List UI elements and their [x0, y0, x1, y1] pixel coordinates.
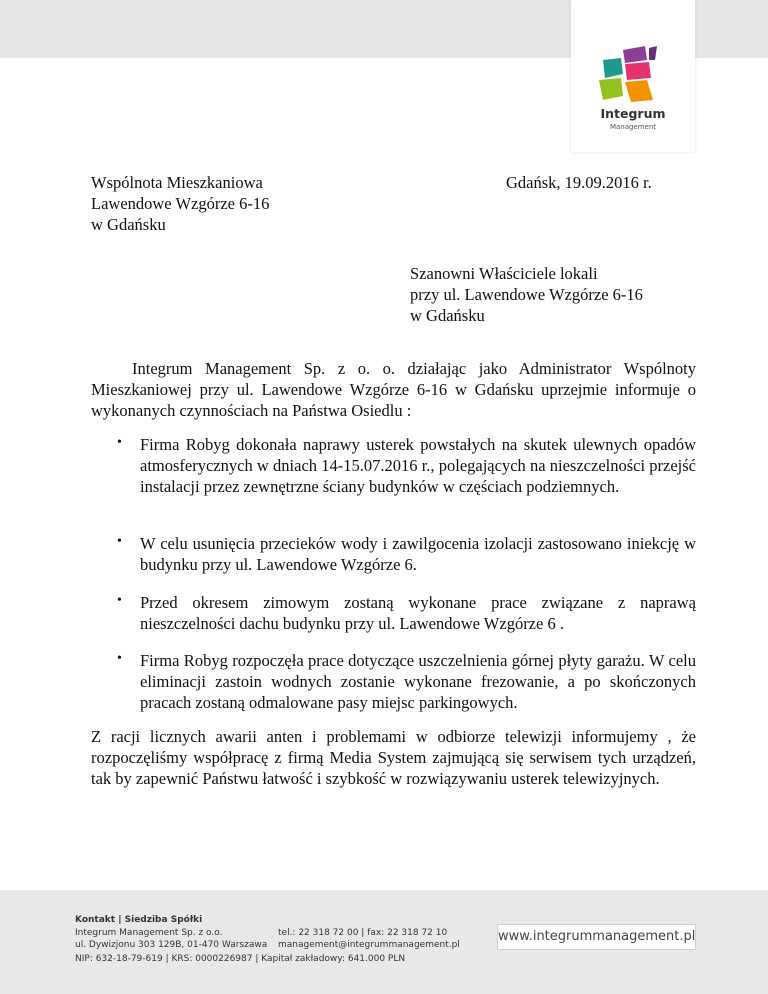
- intro-paragraph: Integrum Management Sp. z o. o. działając jako Administrator Wspólnoty Mieszkaniowej przy ul. Lawendowe Wzgórze 6-16 w Gdańsku uprzejmie informuje o wykonanych czynnościach na Państwa Osiedlu :: [91, 359, 696, 420]
- recipient-line: w Gdańsku: [410, 306, 485, 325]
- footer-address: ul. Dywizjonu 303 129B, 01-470 Warszawa: [75, 940, 268, 950]
- bullet-icon: •: [117, 435, 122, 450]
- website-link[interactable]: www.integrummanagement.pl: [497, 924, 696, 950]
- closing-paragraph: Z racji licznych awarii anten i problemami w odbiorze telewizji informujemy , że rozpoczęliśmy współpracę z firmą Media System zajmującą się serwisem tych urządzeń, tak by zapewnić Państwu łatwość i szybkość w rozwiązywaniu usterek telewizyjnych.: [91, 727, 696, 788]
- recipient-line: Szanowni Właściciele lokali: [410, 264, 598, 283]
- logo-name: Integrum: [600, 106, 666, 121]
- footer-email[interactable]: management@integrummanagement.pl: [278, 940, 460, 950]
- bullet-item: Firma Robyg dokonała naprawy usterek powstałych na skutek ulewnych opadów atmosferycznych w dniach 14-15.07.2016 r., polegających na nieszczelności przejść instalacji przez zewnętrzne ściany budynków w częściach podziemnych.: [140, 435, 696, 496]
- footer-heading: Kontakt | Siedziba Spółki: [75, 915, 203, 925]
- logo-subtitle: Management: [609, 123, 657, 131]
- footer-phone: tel.: 22 318 72 00 | fax: 22 318 72 10: [278, 928, 448, 938]
- logo-mark-icon: [595, 44, 671, 104]
- sender-line: w Gdańsku: [91, 215, 166, 234]
- bullet-icon: •: [117, 593, 122, 608]
- bullet-icon: •: [117, 651, 122, 666]
- sender-line: Wspólnota Mieszkaniowa: [91, 173, 263, 192]
- recipient-block: [410, 263, 710, 326]
- company-logo: [571, 0, 695, 152]
- letter-date: Gdańsk, 19.09.2016 r.: [506, 173, 652, 192]
- bullet-item: W celu usunięcia przecieków wody i zawilgocenia izolacji zastosowano iniekcję w budynku przy ul. Lawendowe Wzgórze 6.: [140, 534, 696, 574]
- sender-line: Lawendowe Wzgórze 6-16: [91, 194, 270, 213]
- bullet-item: Firma Robyg rozpoczęła prace dotyczące uszczelnienia górnej płyty garażu. W celu eliminacji zastoin wodnych zostanie wykonane frezowanie, a po skończonych pracach zostaną odmalowane pasy miejsc parkingowych.: [140, 651, 696, 712]
- recipient-line: przy ul. Lawendowe Wzgórze 6-16: [410, 285, 643, 304]
- bullet-item: Przed okresem zimowym zostaną wykonane prace związane z naprawą nieszczelności dachu budynku przy ul. Lawendowe Wzgórze 6 .: [140, 593, 696, 633]
- footer-company: Integrum Management Sp. z o.o.: [75, 928, 223, 938]
- footer-registry: NIP: 632-18-79-619 | KRS: 0000226987 | Kapitał zakładowy: 641.000 PLN: [75, 954, 406, 964]
- sender-block: [91, 172, 351, 235]
- footer: [0, 890, 768, 994]
- bullet-icon: •: [117, 534, 122, 549]
